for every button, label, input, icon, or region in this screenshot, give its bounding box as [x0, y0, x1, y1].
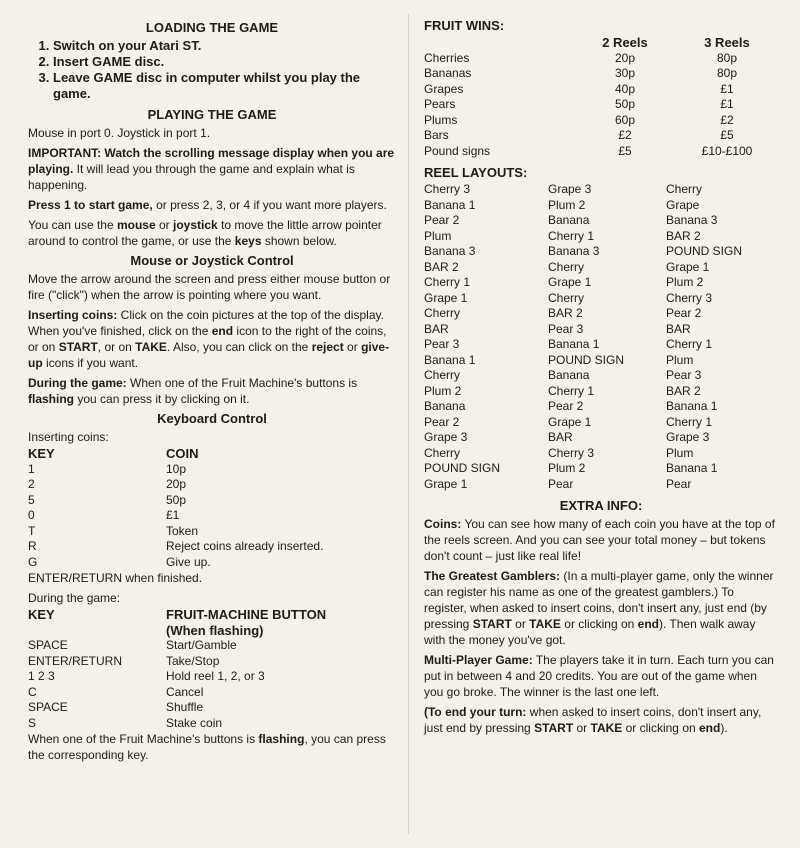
reel-symbol: Cherry 3: [424, 182, 471, 196]
two-reel-win: 60p: [614, 112, 636, 127]
key-cell: 1 2 3: [28, 669, 55, 683]
value-cell: £1: [166, 508, 180, 522]
three-reel-win: 80p: [716, 50, 738, 65]
reel-symbol: Cherry 1: [424, 275, 471, 289]
reel-symbol: Banana 3: [424, 244, 476, 258]
reel-symbol: Pear 2: [424, 213, 460, 227]
reel-symbol: Cherry: [424, 368, 461, 382]
reel-symbol: POUND SIGN: [548, 352, 625, 367]
reel-symbol: Banana 1: [548, 337, 600, 351]
key-cell: G: [28, 554, 38, 569]
right-column: [424, 18, 778, 740]
keyboard-title: Keyboard Control: [157, 411, 267, 426]
two-reels-header: 2 Reels: [602, 35, 648, 50]
reel-symbol: Pear 3: [548, 321, 584, 336]
reel-symbol: Pear 3: [666, 368, 702, 382]
fruit-wins-title: FRUIT WINS:: [424, 18, 505, 33]
reel-symbol: Cherry: [548, 290, 585, 305]
reel-symbol: Banana 1: [424, 352, 476, 367]
left-column: [28, 18, 396, 767]
reel-symbol: Grape 3: [424, 430, 468, 444]
press-text: Press 1 to start game, or press 2, 3, or 4 if you want more players.: [28, 198, 387, 212]
value-cell: 50p: [166, 492, 187, 507]
value-cell: 20p: [166, 477, 187, 491]
ports-text: Mouse in port 0. Joystick in port 1.: [28, 126, 211, 140]
key-cell: ENTER/RETURN: [28, 653, 123, 668]
coin-header: COIN: [166, 446, 199, 461]
enter-finished-text: ENTER/RETURN when finished.: [28, 571, 203, 585]
value-cell: 10p: [166, 461, 187, 476]
reel-symbol: Plum 2: [548, 197, 586, 212]
reel-symbol: BAR 2: [424, 259, 459, 274]
value-cell: Give up.: [166, 554, 211, 569]
reel-symbol: Pear 2: [424, 414, 460, 429]
reel-layouts-table: [424, 182, 778, 492]
key-cell: SPACE: [28, 638, 68, 652]
reel-symbol: Pear 2: [548, 399, 584, 413]
value-cell: Hold reel 1, 2, or 3: [166, 669, 265, 683]
reel-symbol: Cherry: [424, 445, 461, 460]
button-header: FRUIT-MACHINE BUTTON: [166, 607, 327, 622]
reel-symbol: Grape 3: [548, 182, 592, 196]
three-reels-header: 3 Reels: [704, 35, 750, 50]
reel-symbol: Plum 2: [548, 461, 586, 475]
gamblers-info-text: The Greatest Gamblers: (In a multi-player game, only the winner can register his name as one of the greatest gamblers.) To register, when asked to insert coins, don't insert any, just end (by pressing START or TAKE or clicking on end). Then walk away with the money you've got.: [424, 569, 774, 647]
key-cell: SPACE: [28, 700, 68, 714]
reel-symbol: Banana 1: [424, 197, 476, 212]
fruit-name: Bananas: [424, 66, 472, 80]
coins-info-text: Coins: You can see how many of each coin you have at the top of the reels screen. And you can see your total money – but tokens don't count – just like real life!: [424, 517, 775, 563]
during-label: During the game:: [28, 591, 121, 605]
extra-info-title: EXTRA INFO:: [559, 498, 643, 513]
reel-symbol: Banana: [424, 399, 466, 413]
three-reel-win: £1: [720, 97, 734, 111]
end-turn-info-text: (To end your turn: when asked to insert coins, don't insert any, just end by pressing START or TAKE or clicking on end).: [424, 705, 762, 735]
three-reel-win: £10-£100: [701, 143, 753, 158]
move-text: You can use the mouse or joystick to move the little arrow pointer around to control the game, or use the keys shown below.: [28, 218, 382, 248]
fruit-name: Plums: [424, 112, 458, 127]
reel-symbol: Cherry: [548, 259, 585, 274]
two-reel-win: £2: [618, 128, 632, 142]
reel-symbol: Plum 2: [666, 275, 704, 289]
during-game-text: During the game: When one of the Fruit Machine's buttons is flashing you can press it by clicking on it.: [28, 376, 358, 406]
reel-symbol: Cherry 1: [548, 383, 595, 398]
reel-symbol: Pear: [666, 476, 692, 491]
reel-symbol: BAR: [666, 321, 691, 336]
loading-title: LOADING THE GAME: [145, 20, 279, 35]
key-header: KEY: [28, 607, 55, 622]
reel-symbol: Pear: [548, 476, 574, 491]
key-cell: S: [28, 715, 37, 730]
reel-symbol: Grape 1: [424, 476, 468, 491]
reel-symbol: Cherry 1: [548, 228, 595, 243]
reel-symbol: POUND SIGN: [424, 461, 501, 475]
multiplayer-info-text: Multi-Player Game: The players take it in turn. Each turn you can put in between 4 and 20 credits. You are out of the game when you go broke. The winner is the last one left.: [424, 653, 774, 699]
inserting-coins-text: Inserting coins: Click on the coin pictures at the top of the display. When you've finished, click on the end icon to the right of the coins, or on START, or on TAKE. Also, you can click on the reject or give-up icons if you want.: [28, 308, 390, 370]
key-cell: 2: [28, 477, 35, 491]
three-reel-win: £5: [720, 128, 734, 142]
reel-symbol: Banana: [548, 368, 590, 382]
reel-symbol: BAR 2: [666, 383, 701, 398]
reel-symbol: Plum: [424, 228, 452, 243]
reel-symbol: Grape 1: [424, 290, 468, 305]
fruit-name: Pears: [424, 97, 456, 111]
value-cell: Reject coins already inserted.: [166, 539, 324, 553]
two-reel-win: £5: [618, 143, 632, 158]
reel-layouts-title: REEL LAYOUTS:: [424, 165, 528, 180]
reel-symbol: BAR: [548, 430, 573, 444]
reel-symbol: Grape 1: [548, 275, 592, 289]
inserting-label: Inserting coins:: [28, 430, 109, 444]
fruit-name: Pound signs: [424, 143, 491, 158]
reel-symbol: Pear 2: [666, 306, 702, 320]
fruit-wins-table: [424, 35, 778, 159]
loading-step: 3. Leave GAME disc in computer whilst you play the game.: [53, 70, 396, 102]
reel-symbol: Plum: [666, 352, 694, 367]
three-reel-win: 80p: [716, 66, 738, 80]
key-header: KEY: [28, 446, 55, 461]
column-divider: [408, 14, 409, 834]
key-cell: 5: [28, 492, 35, 507]
reel-symbol: Plum: [666, 445, 694, 460]
reel-symbol: Grape 1: [548, 414, 592, 429]
button-header-sub: (When flashing): [166, 622, 264, 638]
loading-step: 2. Insert GAME disc.: [53, 54, 396, 70]
reel-symbol: BAR 2: [666, 228, 701, 243]
fruit-name: Bars: [424, 128, 449, 142]
fruit-name: Grapes: [424, 81, 464, 96]
reel-symbol: Grape 3: [666, 430, 710, 444]
two-reel-win: 40p: [614, 81, 636, 96]
reel-symbol: BAR: [424, 321, 449, 336]
mouse-title: Mouse or Joystick Control: [130, 253, 294, 268]
loading-steps: [28, 38, 396, 102]
reel-symbol: Cherry 1: [666, 337, 713, 351]
value-cell: Token: [166, 523, 199, 538]
final-text: When one of the Fruit Machine's buttons is flashing, you can press the corresponding key.: [28, 732, 386, 762]
reel-symbol: Plum 2: [424, 383, 462, 398]
mouse-move-text: Move the arrow around the screen and press either mouse button or fire ("click") when the arrow is pointing where you want.: [28, 272, 391, 302]
three-reel-win: £1: [720, 81, 734, 96]
fruit-name: Cherries: [424, 50, 470, 65]
reel-symbol: BAR 2: [548, 306, 583, 320]
key-cell: T: [28, 523, 36, 538]
value-cell: Start/Gamble: [166, 638, 237, 652]
key-cell: R: [28, 539, 37, 553]
reel-symbol: Banana 3: [548, 244, 600, 258]
two-reel-win: 30p: [614, 66, 636, 80]
reel-symbol: Grape 1: [666, 259, 710, 274]
reel-symbol: Banana: [548, 213, 590, 227]
three-reel-win: £2: [720, 112, 734, 127]
value-cell: Stake coin: [166, 715, 223, 730]
reel-symbol: Cherry 3: [548, 445, 595, 460]
reel-symbol: Banana 1: [666, 461, 718, 475]
key-cell: 1: [28, 461, 35, 476]
reel-symbol: Cherry: [666, 182, 703, 196]
two-reel-win: 20p: [614, 50, 636, 65]
value-cell: Take/Stop: [166, 653, 220, 668]
value-cell: Cancel: [166, 684, 204, 699]
value-cell: Shuffle: [166, 700, 204, 714]
coin-key-table: [28, 446, 396, 570]
loading-step: 1. Switch on your Atari ST.: [53, 38, 396, 54]
reel-symbol: Banana 1: [666, 399, 718, 413]
reel-symbol: Pear 3: [424, 337, 460, 351]
reel-symbol: Cherry 1: [666, 414, 713, 429]
reel-symbol: POUND SIGN: [666, 244, 743, 258]
important-text: IMPORTANT: Watch the scrolling message display when you are playing. It will lead you through the game and explain what is happening.: [28, 146, 395, 192]
reel-symbol: Grape: [666, 197, 700, 212]
reel-symbol: Cherry: [424, 306, 461, 320]
reel-symbol: Banana 3: [666, 213, 718, 227]
two-reel-win: 50p: [614, 97, 636, 111]
reel-symbol: Cherry 3: [666, 290, 713, 305]
button-key-table: [28, 607, 396, 731]
playing-title: PLAYING THE GAME: [147, 107, 277, 122]
key-cell: 0: [28, 508, 35, 522]
key-cell: C: [28, 684, 37, 699]
